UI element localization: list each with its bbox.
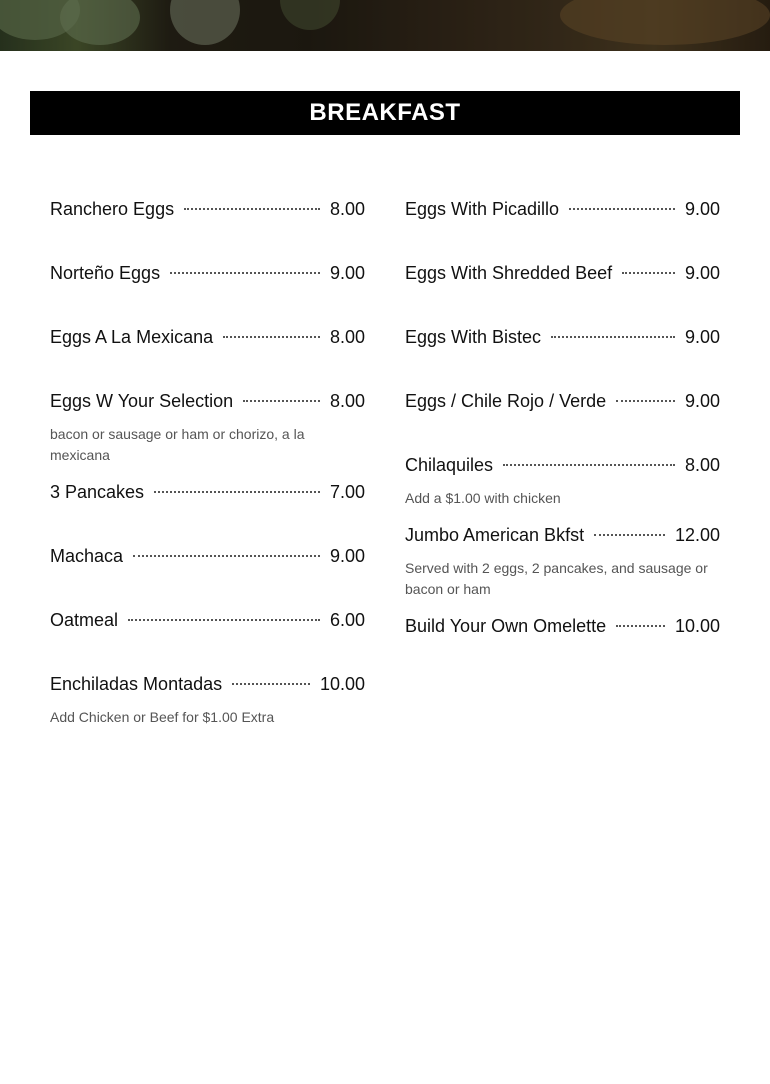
menu-item-row (50, 387, 365, 415)
menu-item-price: 8.00 (329, 390, 365, 411)
menu-item-row (50, 478, 365, 506)
menu-item (50, 606, 365, 634)
menu-item-price: 9.00 (684, 326, 720, 347)
dotted-leader (622, 272, 675, 274)
menu-item-row (50, 542, 365, 570)
menu-item (50, 542, 365, 570)
dotted-leader (551, 336, 675, 338)
menu-item-row (50, 670, 365, 698)
menu-item (405, 521, 720, 600)
dotted-leader (154, 491, 320, 493)
menu-item (50, 478, 365, 506)
menu-item-name: Build Your Own Omelette (405, 615, 607, 636)
dotted-leader (616, 400, 675, 402)
menu-item-row (405, 612, 720, 640)
menu-item-name: Eggs W Your Selection (50, 390, 234, 411)
menu-item-price: 9.00 (684, 262, 720, 283)
menu-item-price: 8.00 (329, 326, 365, 347)
dotted-leader (243, 400, 320, 402)
menu-item-row (405, 195, 720, 223)
dotted-leader (133, 555, 320, 557)
hero-food-image (0, 0, 770, 51)
menu-item (50, 670, 365, 728)
menu-item (50, 387, 365, 466)
menu-column-right (405, 195, 720, 676)
menu-item (405, 387, 720, 415)
menu-item-description: Add Chicken or Beef for $1.00 Extra (50, 709, 275, 725)
section-title: BREAKFAST (30, 91, 740, 135)
menu-item (405, 323, 720, 351)
dotted-leader (223, 336, 320, 338)
menu-item-name: Machaca (50, 545, 124, 566)
menu-item-row (405, 521, 720, 549)
menu-item-price: 9.00 (684, 390, 720, 411)
dotted-leader (616, 625, 665, 627)
menu-item-name: Eggs With Shredded Beef (405, 262, 613, 283)
menu-item (405, 451, 720, 509)
menu-item-name: Chilaquiles (405, 454, 494, 475)
menu-item-name: Eggs With Picadillo (405, 198, 560, 219)
menu-item (405, 195, 720, 223)
menu-item-row (50, 259, 365, 287)
dotted-leader (503, 464, 675, 466)
menu-item-row (405, 387, 720, 415)
dotted-leader (128, 619, 320, 621)
menu-item-price: 10.00 (674, 615, 720, 636)
menu-item-price: 10.00 (319, 673, 365, 694)
menu-item-name: 3 Pancakes (50, 481, 145, 502)
menu-item-row (405, 451, 720, 479)
dotted-leader (184, 208, 320, 210)
menu-item-price: 7.00 (329, 481, 365, 502)
menu-item-description: Add a $1.00 with chicken (405, 490, 561, 506)
dotted-leader (232, 683, 310, 685)
menu-item-name: Oatmeal (50, 609, 119, 630)
menu-item-name: Eggs A La Mexicana (50, 326, 214, 347)
menu-item-name: Eggs / Chile Rojo / Verde (405, 390, 607, 411)
menu-item-name: Jumbo American Bkfst (405, 524, 585, 545)
menu-item-price: 9.00 (329, 262, 365, 283)
menu-item-name: Ranchero Eggs (50, 198, 175, 219)
menu-item-description: bacon or sausage or ham or chorizo, a la mexicana (50, 426, 305, 463)
menu-item-name: Eggs With Bistec (405, 326, 542, 347)
menu-item (50, 323, 365, 351)
menu-item-price: 8.00 (684, 454, 720, 475)
menu-item-row (50, 606, 365, 634)
menu-item-name: Norteño Eggs (50, 262, 161, 283)
dotted-leader (594, 534, 665, 536)
menu-item-price: 9.00 (329, 545, 365, 566)
dotted-leader (170, 272, 320, 274)
menu-item (50, 195, 365, 223)
menu-item (405, 259, 720, 287)
menu-item-price: 9.00 (684, 198, 720, 219)
menu-item (50, 259, 365, 287)
menu-item-row (50, 323, 365, 351)
menu-item-row (405, 259, 720, 287)
menu-item-row (50, 195, 365, 223)
dotted-leader (569, 208, 675, 210)
menu-item-price: 12.00 (674, 524, 720, 545)
menu-item-row (405, 323, 720, 351)
menu-item-name: Enchiladas Montadas (50, 673, 223, 694)
menu-column-left (50, 195, 365, 740)
menu-item-price: 8.00 (329, 198, 365, 219)
menu-item-price: 6.00 (329, 609, 365, 630)
menu-item-description: Served with 2 eggs, 2 pancakes, and sausage or bacon or ham (405, 560, 708, 597)
menu-item (405, 612, 720, 640)
